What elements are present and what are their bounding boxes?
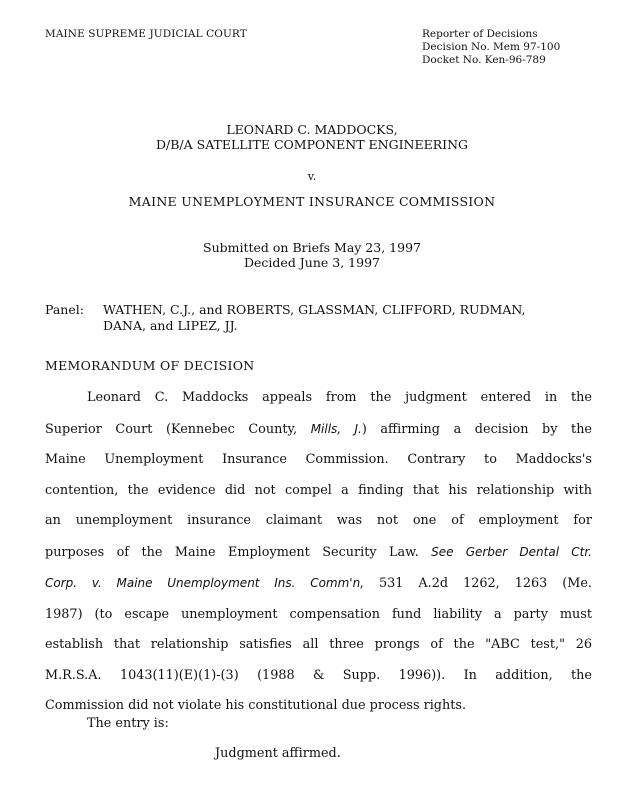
entry-label: The entry is: (87, 716, 169, 731)
case-citation: See Gerber Dental Ctr. (431, 544, 592, 559)
body-line: Superior Court (Kennebec County, Mills, J.) affirming a decision by the (45, 421, 593, 437)
appellant-dba: D/B/A SATELLITE COMPONENT ENGINEERING (156, 137, 468, 152)
body-line: Maine Unemployment Insurance Commission. Contrary to Maddocks's (45, 452, 592, 467)
body-line: Leonard C. Maddocks appeals from the judgment entered in the (87, 390, 592, 405)
reporter-block (422, 28, 560, 67)
body-line: an unemployment insurance claimant was not one of employment for (45, 513, 592, 528)
docket-number: Docket No. Ken-96-789 (422, 54, 546, 66)
dates-block (0, 240, 624, 270)
body-line: Corp. v. Maine Unemployment Ins. Comm'n, 531 A.2d 1262, 1263 (Me. (45, 576, 592, 591)
body-line: M.R.S.A. 1043(11)(E)(1)-(3) (1988 & Supp. 1996)). In addition, the (45, 667, 592, 683)
body-line: purposes of the Maine Employment Security Law. See Gerber Dental Ctr. (45, 544, 592, 560)
reporter-label: Reporter of Decisions (422, 28, 538, 40)
versus: v. (307, 170, 317, 183)
panel-justices-1: WATHEN, C.J., and ROBERTS, GLASSMAN, CLIFFORD, RUDMAN, (103, 302, 526, 317)
appellant-name: LEONARD C. MADDOCKS, (226, 122, 398, 137)
submitted-date: Submitted on Briefs May 23, 1997 (203, 240, 421, 255)
decision-number: Decision No. Mem 97-100 (422, 41, 561, 53)
body-line: Commission did not violate his constitutional due process rights. (45, 698, 467, 713)
judgment: Judgment affirmed. (215, 746, 341, 761)
appellee-name: MAINE UNEMPLOYMENT INSURANCE COMMISSION (128, 194, 496, 209)
decision-body (45, 383, 592, 722)
case-citation-cont: Corp. v. Maine Unemployment Ins. Comm'n, (45, 576, 365, 590)
body-line: establish that relationship satisfies all three prongs of the "ABC test," 26 (45, 637, 592, 652)
body-line: 1987) (to escape unemployment compensation fund liability a party must (45, 606, 592, 622)
memorandum-heading: MEMORANDUM OF DECISION (45, 358, 255, 373)
decided-date: Decided June 3, 1997 (244, 255, 380, 270)
panel-block (45, 302, 525, 334)
body-line: contention, the evidence did not compel a finding that his relationship with (45, 482, 592, 498)
panel-justices-2: DANA, and LIPEZ, JJ. (103, 318, 238, 333)
appellant-caption (0, 122, 624, 152)
court-name: MAINE SUPREME JUDICIAL COURT (45, 28, 247, 40)
judge-citation: Mills, J. (310, 421, 362, 436)
panel-label: Panel: (45, 302, 84, 317)
